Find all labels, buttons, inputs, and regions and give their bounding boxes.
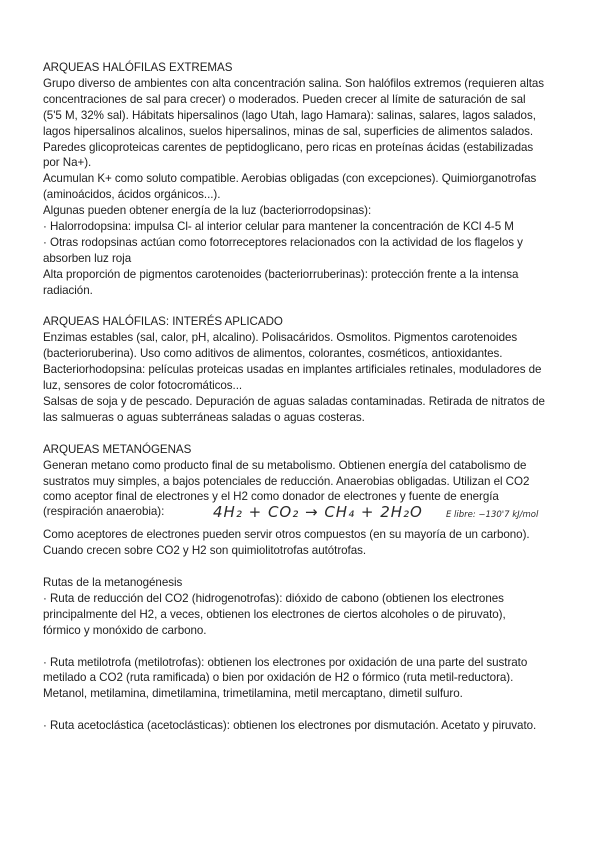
text-line: absorben luz roja: [43, 251, 132, 265]
text-line: sustratos muy simples, a bajos potenciales de reducción. Anaerobias obligadas. Utilizan el CO2: [43, 474, 530, 488]
text-line: lagos hipersalinos alcalinos, suelos hipersalinos, minas de sal, superficies de alimentos salados.: [43, 124, 534, 138]
text-line: fórmico y monóxido de carbono.: [43, 623, 207, 637]
text-line: concentraciones de sal para crecer) o moderados. Pueden crecer al límite de saturación de sal: [43, 92, 526, 106]
text-line: Generan metano como producto final de su metabolismo. Obtienen energía del catabolismo de: [43, 458, 527, 472]
bullet-line: · Ruta de reducción del CO2 (hidrogenotrofas): dióxido de cabono (obtienen los electrones: [43, 591, 504, 605]
document-body: [43, 60, 563, 734]
text-line: Algunas pueden obtener energía de la luz (bacteriorrodopsinas):: [43, 204, 372, 218]
text-line: las salmueras o aguas subterráneas saladas o aguas costeras.: [43, 410, 365, 424]
text-line: luz, sensores de color fotocromáticos...: [43, 379, 243, 393]
text-line: por Na+).: [43, 156, 92, 170]
text-line: (5'5 M, 32% sal). Hábitats hipersalinos (lago Utah, lago Hamara): salinas, salares, lagos salados,: [43, 108, 536, 122]
section-title: ARQUEAS HALÓFILAS: INTERÉS APLICADO: [43, 315, 283, 329]
text-line: Como aceptores de electrones pueden servir otros compuestos (en su mayoría de un carbono).: [43, 528, 530, 542]
text-line: Bacteriorhodopsina: películas proteicas usadas en implantes artificiales retinales, moduladores de: [43, 363, 542, 377]
text-line: metilado a CO2 (ruta ramificada) o bien por oxidación de H2 o fórmico (ruta metil-reductora).: [43, 671, 514, 685]
text-line: (respiración anaerobia):: [43, 505, 165, 519]
text-line: Metanol, metilamina, dimetilamina, trimetilamina, metil mercaptano, dimetil sulfuro.: [43, 687, 463, 701]
text-line: Cuando crecen sobre CO2 y H2 son quimiolitotrofas autótrofas.: [43, 544, 367, 558]
section-title: ARQUEAS METANÓGENAS: [43, 442, 192, 456]
text-line: (bacterioruberina). Uso como aditivos de alimentos, colorantes, cosméticos, antioxidantes.: [43, 347, 503, 361]
bullet-line: · Halorrodopsina: impulsa Cl- al interior celular para mantener la concentración de KCl 4-5 M: [43, 220, 514, 234]
text-line: Acumulan K+ como soluto compatible. Aerobias obligadas (con excepciones). Quimiorganotrofas: [43, 172, 537, 186]
bullet-line: · Ruta metilotrofa (metilotrofas): obtienen los electrones por oxidación de una parte del sustrato: [43, 655, 528, 669]
section-metanogenas: [43, 442, 563, 559]
text-line: Enzimas estables (sal, calor, pH, alcalino). Polisacáridos. Osmolitos. Pigmentos carotenoides: [43, 331, 518, 345]
text-line: Paredes glicoproteicas carentes de peptidoglicano, pero ricas en proteínas ácidas (estabilizadas: [43, 140, 534, 154]
bullet-line: · Otras rodopsinas actúan como fotorreceptores relacionados con la actividad de los flagelos y: [43, 235, 523, 249]
section-title: Rutas de la metanogénesis: [43, 576, 183, 590]
text-line: radiación.: [43, 283, 93, 297]
section-interes-aplicado: [43, 314, 563, 425]
free-energy-note: E libre: −130'7 kJ/mol: [445, 510, 539, 521]
bullet-line: · Ruta acetoclástica (acetoclásticas): obtienen los electrones por dismutación. Acetato y piruvato.: [43, 719, 537, 733]
text-line: principalmente del H2, a veces, obtienen los electrones de ciertos alcoholes o de piruvato),: [43, 607, 506, 621]
text-line: (aminoácidos, ácidos orgánicos...).: [43, 188, 221, 202]
equation-line: [43, 505, 563, 527]
text-line: Alta proporción de pigmentos carotenoides (bacteriorruberinas): protección frente a la intensa: [43, 267, 519, 281]
section-rutas-metanogenesis: [43, 575, 563, 734]
section-halofilas-extremas: [43, 60, 563, 299]
text-line: Salsas de soja y de pescado. Depuración de aguas saladas contaminadas. Retirada de nitratos de: [43, 395, 545, 409]
equation-text: 4H₂ + CO₂ → CH₄ + 2H₂O: [213, 503, 423, 522]
handwritten-equation: [213, 505, 538, 524]
text-line: como aceptor final de electrones y el H2 como donador de electrones y fuente de energía: [43, 490, 499, 504]
text-line: Grupo diverso de ambientes con alta concentración salina. Son halófilos extremos (requieren altas: [43, 76, 545, 90]
section-title: ARQUEAS HALÓFILAS EXTREMAS: [43, 61, 233, 74]
